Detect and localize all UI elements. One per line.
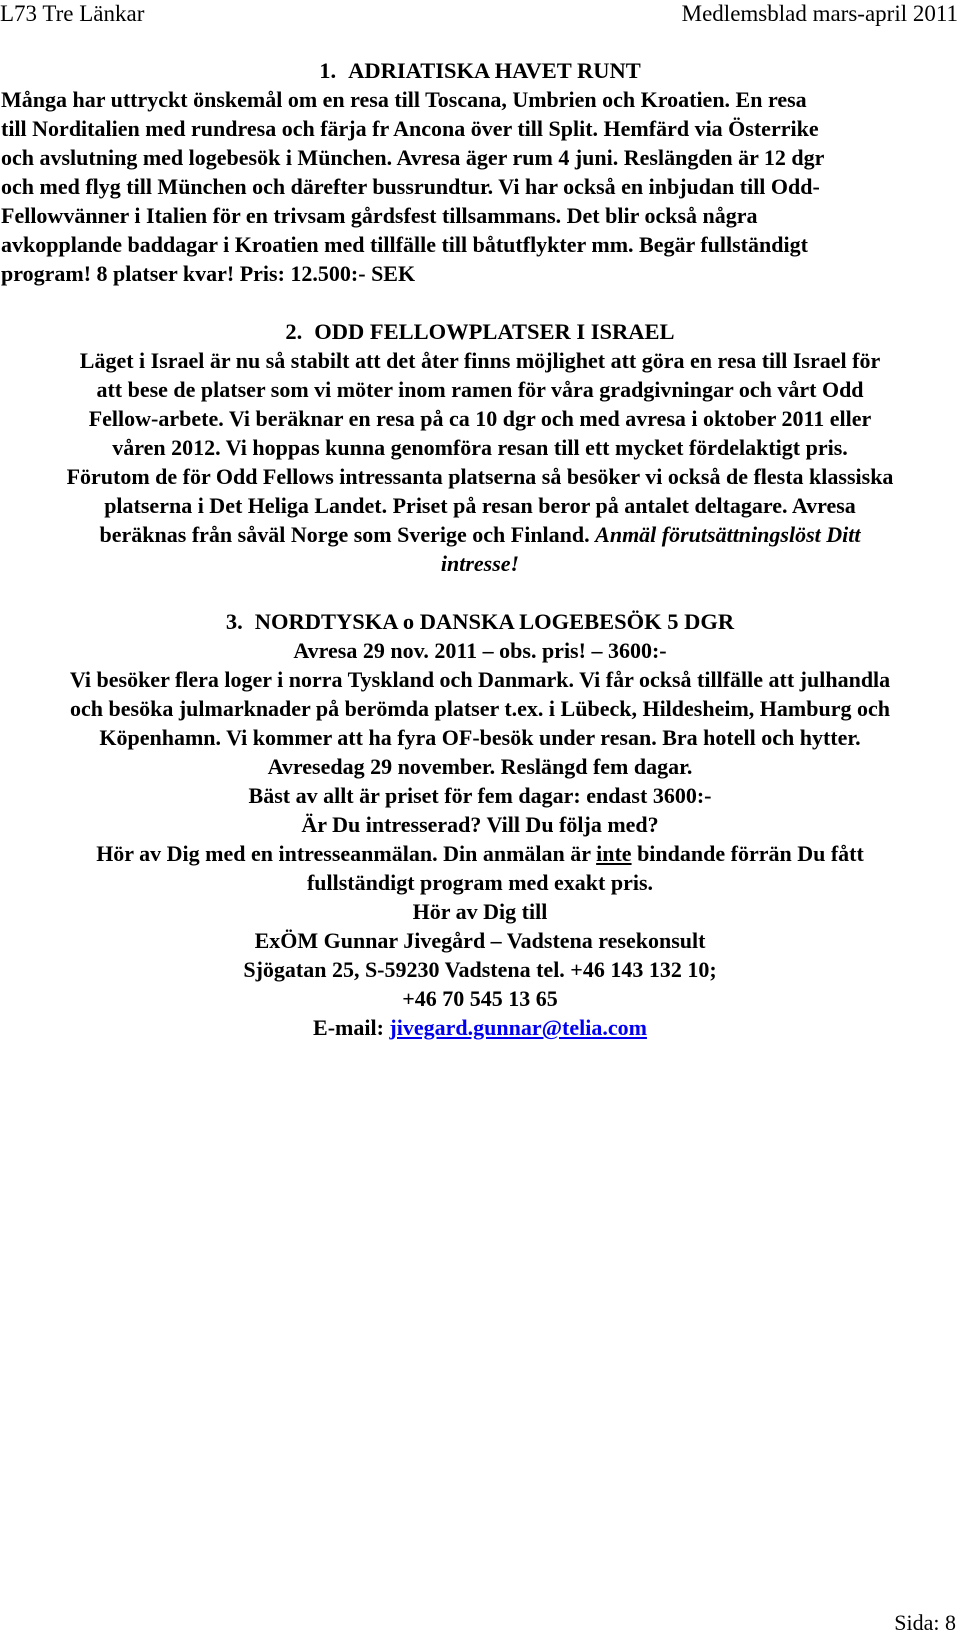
section1-line: och avslutning med logebesök i München. Avresa äger rum 4 juni. Reslängden är 12 dgr <box>1 145 825 170</box>
section2-line: våren 2012. Vi hoppas kunna genomföra resan till ett mycket fördelaktigt pris. <box>112 435 848 460</box>
notice-underlined: inte <box>596 841 632 866</box>
email-label: E-mail: <box>313 1015 390 1040</box>
section2-line: Förutom de för Odd Fellows intressanta platserna så besöker vi också de flesta klassiska <box>66 464 894 489</box>
section2-line: Fellow-arbete. Vi beräknar en resa på ca 10 dgr och med avresa i oktober 2011 eller <box>88 406 872 431</box>
section3-number: 3. <box>225 609 243 634</box>
contact-phone: +46 70 545 13 65 <box>402 986 558 1011</box>
section1-line: till Norditalien med rundresa och färja fr Ancona över till Split. Hemfärd via Österrike <box>1 116 819 141</box>
section3-notice-line2: fullständigt program med exakt pris. <box>306 870 654 895</box>
section1-line: avkopplande baddagar i Kroatien med tillfälle till båtutflykter mm. Begär fullständigt <box>1 232 808 257</box>
section1-heading <box>0 56 960 85</box>
email-link[interactable]: jivegard.gunnar@telia.com <box>389 1015 647 1040</box>
contact-name: ExÖM Gunnar Jivegård – Vadstena resekonsult <box>254 928 706 953</box>
section2-heading <box>0 317 960 346</box>
page-header <box>0 0 960 30</box>
notice-before: Hör av Dig med en intresseanmälan. Din anmälan är <box>96 841 597 866</box>
section1-number: 1. <box>319 58 337 83</box>
section2-paragraph <box>0 346 960 578</box>
section1-line: program! 8 platser kvar! Pris: 12.500:- SEK <box>1 261 416 286</box>
section3-line: Avresedag 29 november. Reslängd fem dagar. <box>267 754 693 779</box>
section2-line: att bese de platser som vi möter inom ramen för våra gradgivningar och vårt Odd <box>96 377 864 402</box>
header-publication: L73 Tre Länkar <box>0 1 145 26</box>
contact-address: Sjögatan 25, S-59230 Vadstena tel. +46 143 132 10; <box>243 957 717 982</box>
section3-line: och besöka julmarknader på berömda platser t.ex. i Lübeck, Hildesheim, Hamburg och <box>70 696 890 721</box>
section1-line: och med flyg till München och därefter bussrundtur. Vi har också en inbjudan till Odd- <box>1 174 820 199</box>
section2-line7-text: beräknas från såväl Norge som Sverige och Finland. <box>99 522 596 547</box>
section3-line: Köpenhamn. Vi kommer att ha fyra OF-besök under resan. Bra hotell och hytter. <box>99 725 861 750</box>
header-issue: Medlemsblad mars-april 2011 <box>681 1 958 26</box>
contact-email-line <box>0 1013 960 1042</box>
section3-title: NORDTYSKA o DANSKA LOGEBESÖK 5 DGR <box>254 609 735 634</box>
contact-intro: Hör av Dig till <box>412 899 548 924</box>
section3-notice <box>0 839 960 868</box>
section1-line: Många har uttryckt önskemål om en resa till Toscana, Umbrien och Kroatien. En resa <box>1 87 807 112</box>
section3-paragraph <box>0 665 960 897</box>
section2-line: Läget i Israel är nu så stabilt att det åter finns möjlighet att göra en resa till Israel för <box>79 348 881 373</box>
section1-paragraph <box>0 85 960 288</box>
section2-line <box>0 520 960 549</box>
section2-call-to-action-end: intresse! <box>440 551 520 576</box>
section1-line: Fellowvänner i Italien för en trivsam gårdsfest tillsammans. Det blir också några <box>1 203 758 228</box>
contact-block <box>0 897 960 1042</box>
section2-number: 2. <box>285 319 303 344</box>
section3-line: Bäst av allt är priset för fem dagar: endast 3600:- <box>248 783 712 808</box>
section1-title: ADRIATISKA HAVET RUNT <box>348 58 641 83</box>
section3-heading <box>0 607 960 636</box>
section2-title: ODD FELLOWPLATSER I ISRAEL <box>314 319 675 344</box>
section3-subtitle: Avresa 29 nov. 2011 – obs. pris! – 3600:- <box>293 638 667 663</box>
section2-call-to-action: Anmäl förutsättningslöst Ditt <box>595 522 861 547</box>
notice-after: bindande förrän Du fått <box>631 841 864 866</box>
page-number: Sida: 8 <box>894 1610 956 1635</box>
section2-line: platserna i Det Heliga Landet. Priset på resan beror på antalet deltagare. Avresa <box>104 493 856 518</box>
section3-line: Är Du intresserad? Vill Du följa med? <box>301 812 659 837</box>
section3-line: Vi besöker flera loger i norra Tyskland och Danmark. Vi får också tillfälle att julhandla <box>69 667 891 692</box>
document-body <box>0 56 960 1042</box>
